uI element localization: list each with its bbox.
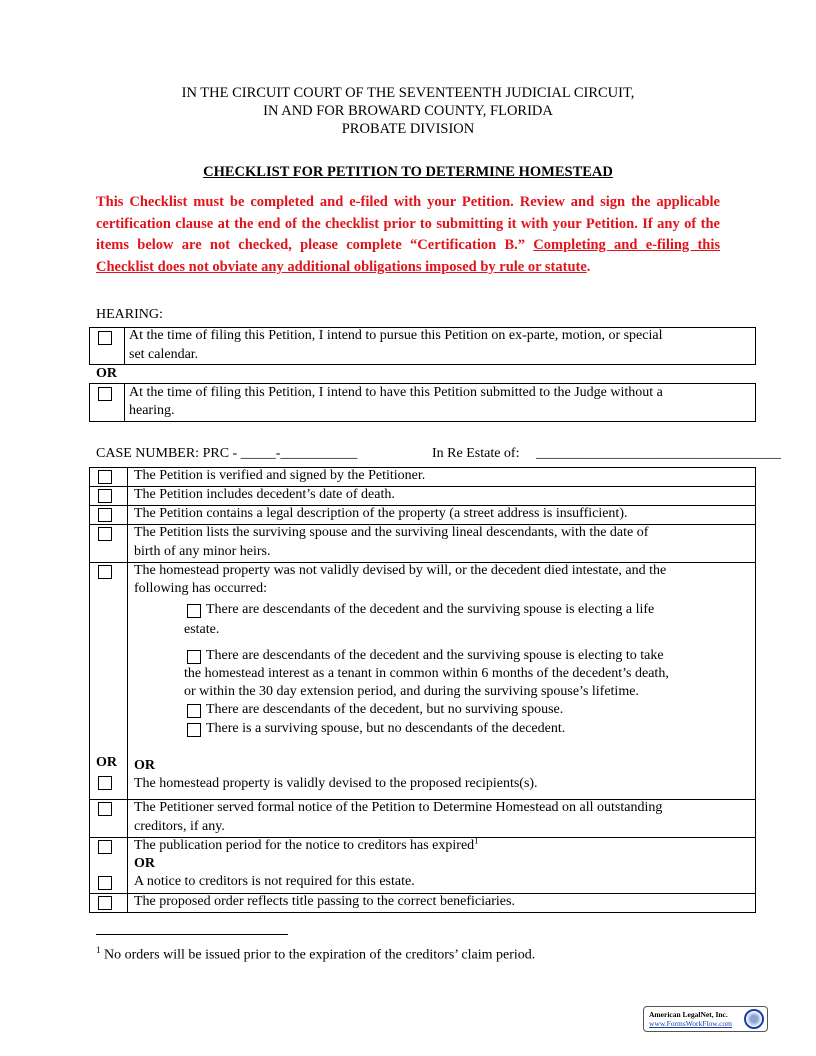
estate-label: In Re Estate of: xyxy=(432,446,520,461)
item-6-checkbox[interactable] xyxy=(98,776,112,790)
footnote-mark: 1 xyxy=(96,945,101,955)
sub-option-2-line-3: or within the 30 day extension period, and during the surviving spouse’s lifetime. xyxy=(184,684,639,699)
item-2-checkbox[interactable] xyxy=(98,489,112,503)
sub-option-3-checkbox[interactable] xyxy=(187,704,201,718)
footnote-separator xyxy=(96,934,288,935)
estate-name-blank[interactable]: ___________________________________ xyxy=(536,446,781,461)
item-8-text xyxy=(134,837,479,855)
notice-underlined-text: Completing and e-filing this Checklist does not obviate any additional obligations imposed by rule or statute xyxy=(96,237,721,275)
item-5-or-left: OR xyxy=(96,755,117,770)
notice-text: This Checklist must be completed and e-filed with your Petition. Review and sign the applicable certification clause at the end of the checklist prior to submitting it with your Petition. If any of the items below are not checked, please complete “Certification B.” xyxy=(96,194,720,253)
item-1-checkbox[interactable] xyxy=(98,470,112,484)
hearing-option-2-checkbox[interactable] xyxy=(98,387,112,401)
court-heading xyxy=(0,84,816,138)
instructions-notice xyxy=(96,192,720,278)
sub-option-4-checkbox[interactable] xyxy=(187,723,201,737)
item-7-checkbox[interactable] xyxy=(98,802,112,816)
hearing-or: OR xyxy=(96,366,117,381)
hearing-option-1-line-2: set calendar. xyxy=(129,347,199,362)
sub-option-1-line-1: There are descendants of the decedent and the surviving spouse is electing a life xyxy=(206,602,655,617)
item-10-checkbox[interactable] xyxy=(98,896,112,910)
court-line-1: IN THE CIRCUIT COURT OF THE SEVENTEENTH JUDICIAL CIRCUIT, xyxy=(181,85,635,101)
item-7-line-2: creditors, if any. xyxy=(134,819,225,834)
item-3-checkbox[interactable] xyxy=(98,508,112,522)
item-5-line-2: following has occurred: xyxy=(134,581,267,596)
item-10-text: The proposed order reflects title passing to the correct beneficiaries. xyxy=(134,894,515,909)
item-5-checkbox[interactable] xyxy=(98,565,112,579)
item-6-text: The homestead property is validly devised to the proposed recipients(s). xyxy=(134,776,538,791)
logo-url[interactable]: www.FormsWorkFlow.com xyxy=(649,1019,733,1028)
legalnet-logo[interactable] xyxy=(643,1006,768,1032)
sub-option-2-line-2: the homestead interest as a tenant in common within 6 months of the decedent’s death, xyxy=(184,666,669,681)
item-9-text: A notice to creditors is not required for this estate. xyxy=(134,874,415,889)
sub-option-3-text: There are descendants of the decedent, but no surviving spouse. xyxy=(206,702,564,717)
item-7-line-1: The Petitioner served formal notice of the Petition to Determine Homestead on all outstanding xyxy=(134,800,663,815)
sub-option-1-line-2: estate. xyxy=(184,622,220,637)
item-9-checkbox[interactable] xyxy=(98,876,112,890)
hearing-option-2-line-2: hearing. xyxy=(129,403,175,418)
sub-option-1-checkbox[interactable] xyxy=(187,604,201,618)
hearing-label: HEARING: xyxy=(96,307,163,322)
item-8-footnote-ref: 1 xyxy=(474,835,479,846)
item-5-or-right: OR xyxy=(134,758,155,773)
item-8-checkbox[interactable] xyxy=(98,840,112,854)
item-4-checkbox[interactable] xyxy=(98,527,112,541)
item-5-line-1: The homestead property was not validly devised by will, or the decedent died intestate, and the xyxy=(134,563,667,578)
court-line-2: IN AND FOR BROWARD COUNTY, FLORIDA xyxy=(263,103,553,119)
item-1-text: The Petition is verified and signed by the Petitioner. xyxy=(134,468,426,483)
item-8-label: The publication period for the notice to creditors has expired xyxy=(134,838,475,853)
case-number-label: CASE NUMBER: PRC - _____-___________ xyxy=(96,446,358,461)
item-2-text: The Petition includes decedent’s date of death. xyxy=(134,487,395,502)
item-4-line-2: birth of any minor heirs. xyxy=(134,544,271,559)
court-line-3: PROBATE DIVISION xyxy=(341,121,475,137)
hearing-option-1-line-1: At the time of filing this Petition, I intend to pursue this Petition on ex-parte, motion, or special xyxy=(129,328,663,343)
notice-period: . xyxy=(586,258,591,275)
sub-option-4-text: There is a surviving spouse, but no descendants of the decedent. xyxy=(206,721,566,736)
footnote-text: No orders will be issued prior to the expiration of the creditors’ claim period. xyxy=(100,947,536,963)
document-title: CHECKLIST FOR PETITION TO DETERMINE HOMESTEAD xyxy=(203,164,613,180)
sub-option-2-line-1: There are descendants of the decedent and the surviving spouse is electing to take xyxy=(206,648,664,663)
logo-seal-icon xyxy=(744,1009,764,1029)
item-4-line-1: The Petition lists the surviving spouse and the surviving lineal descendants, with the date of xyxy=(134,525,649,540)
item-8-or: OR xyxy=(134,856,155,871)
logo-company-name: American LegalNet, Inc. xyxy=(649,1010,728,1019)
hearing-option-1-checkbox[interactable] xyxy=(98,331,112,345)
hearing-option-2-line-1: At the time of filing this Petition, I intend to have this Petition submitted to the Judge without a xyxy=(129,385,663,400)
footnote xyxy=(96,941,535,965)
sub-option-2-checkbox[interactable] xyxy=(187,650,201,664)
item-3-text: The Petition contains a legal description of the property (a street address is insufficient). xyxy=(134,506,628,521)
